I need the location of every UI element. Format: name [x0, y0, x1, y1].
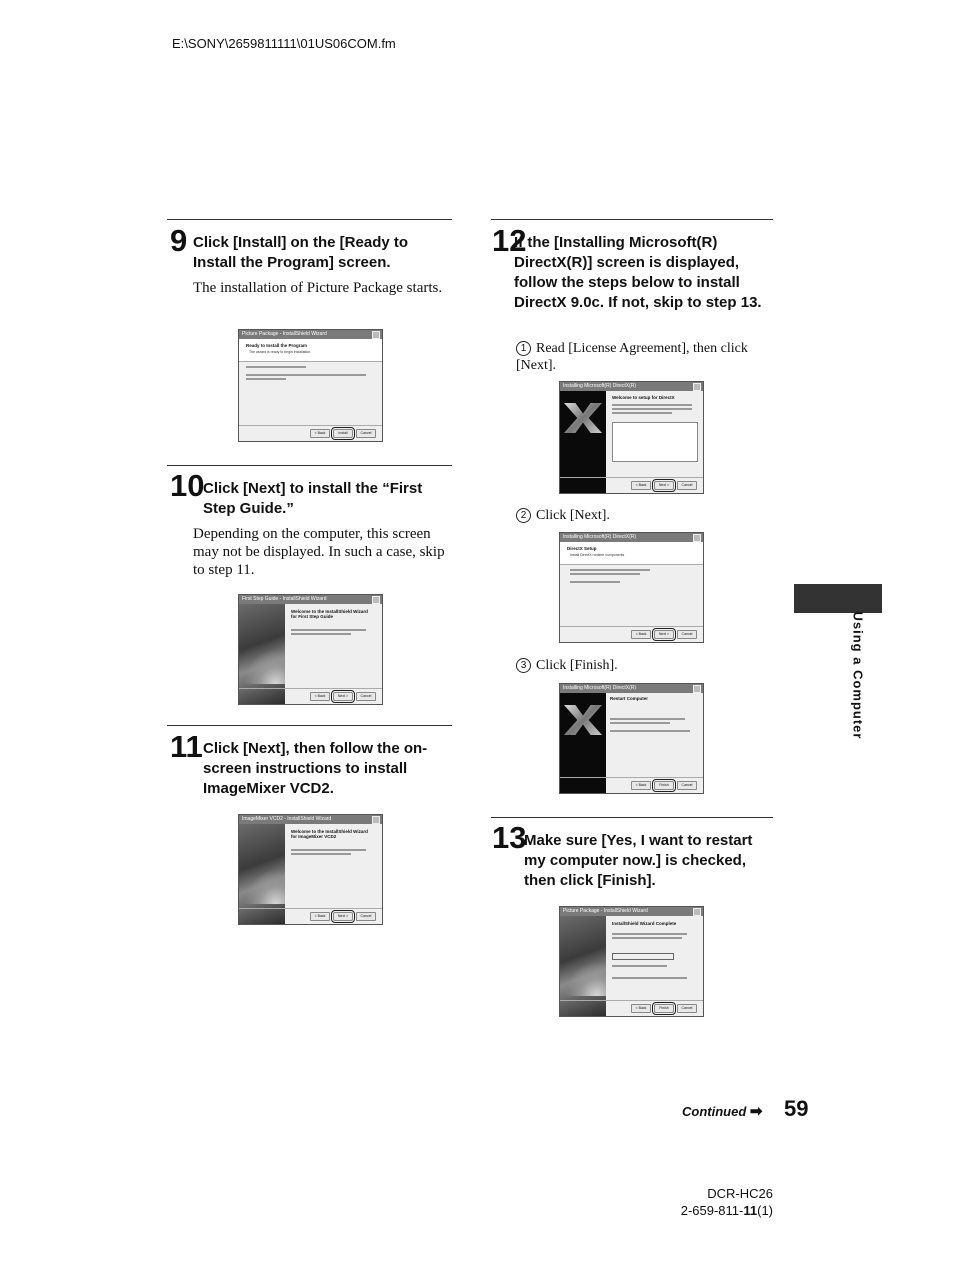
- arrow-right-icon: ➡: [749, 1103, 763, 1120]
- step-title: Make sure [Yes, I want to restart my computer now.] is checked, then click [Finish].: [524, 832, 753, 889]
- substep-1: 1 Read [License Agreement], then click [Next].: [516, 341, 748, 373]
- step-body: Depending on the computer, this screen may not be displayed. In such a case, skip to step 11.: [193, 526, 445, 578]
- step-body: The installation of Picture Package starts.: [193, 280, 443, 296]
- screenshot-first-step-guide: First Step Guide - InstallShield Wizard Welcome to the InstallShield Wizard for First Step Guide < Back Next > Cancel: [238, 594, 383, 705]
- step-title: Click [Install] on the [Ready to Install the Program] screen.: [193, 234, 409, 271]
- close-icon: [372, 596, 380, 604]
- continued-label: Continued ➡: [682, 1103, 763, 1120]
- divider: [167, 219, 452, 220]
- step-number: 13: [492, 820, 527, 855]
- screenshot-ready-to-install: Picture Package - InstallShield Wizard Ready to Install the Program The wizard is ready to begin installation. < Back Install Cancel: [238, 329, 383, 442]
- file-path: E:\SONY\2659811111\01US06COM.fm: [172, 36, 396, 51]
- divider: [491, 817, 773, 818]
- model-code: DCR-HC26 2-659-811-11(1): [680, 1186, 773, 1218]
- section-tab: [794, 584, 882, 613]
- divider: [167, 725, 452, 726]
- divider: [167, 465, 452, 466]
- divider: [491, 219, 773, 220]
- step-number: 11: [170, 729, 203, 764]
- close-icon: [693, 534, 701, 542]
- substep-3: 3 Click [Finish].: [516, 657, 771, 674]
- step-number: 10: [170, 468, 205, 503]
- step-title: Click [Next] to install the “First Step Guide.”: [203, 480, 423, 517]
- close-icon: [372, 816, 380, 824]
- section-label: Using a Computer: [850, 611, 866, 740]
- close-icon: [693, 685, 701, 693]
- step-title: Click [Next], then follow the on-screen instructions to install ImageMixer VCD2.: [203, 740, 428, 797]
- screenshot-directx-welcome: Installing Microsoft(R) DirectX(R) Welcome to setup for DirectX < Back Next > Cancel: [559, 381, 704, 494]
- page-number: 59: [784, 1096, 809, 1121]
- step-title: If the [Installing Microsoft(R) DirectX(R)] screen is displayed, follow the steps below to install DirectX 9.0c. If not, skip to step 13.: [514, 234, 762, 311]
- screenshot-install-complete: Picture Package - InstallShield Wizard InstallShield Wizard Complete < Back Finish Cancel: [559, 906, 704, 1017]
- close-icon: [693, 383, 701, 391]
- screenshot-imagemixer-vcd2: ImageMixer VCD2 - InstallShield Wizard Welcome to the InstallShield Wizard for ImageMixer VCD2 < Back Next > Cancel: [238, 814, 383, 925]
- close-icon: [693, 908, 701, 916]
- screenshot-directx-setup: Installing Microsoft(R) DirectX(R) DirectX Setup Install DirectX runtime components < Back Next > Cancel: [559, 532, 704, 643]
- step-number: 12: [492, 223, 527, 258]
- screenshot-directx-restart: Installing Microsoft(R) DirectX(R) Restart Computer < Back Finish Cancel: [559, 683, 704, 794]
- step-number: 9: [170, 223, 188, 258]
- substep-2: 2 Click [Next].: [516, 507, 771, 524]
- close-icon: [372, 331, 380, 339]
